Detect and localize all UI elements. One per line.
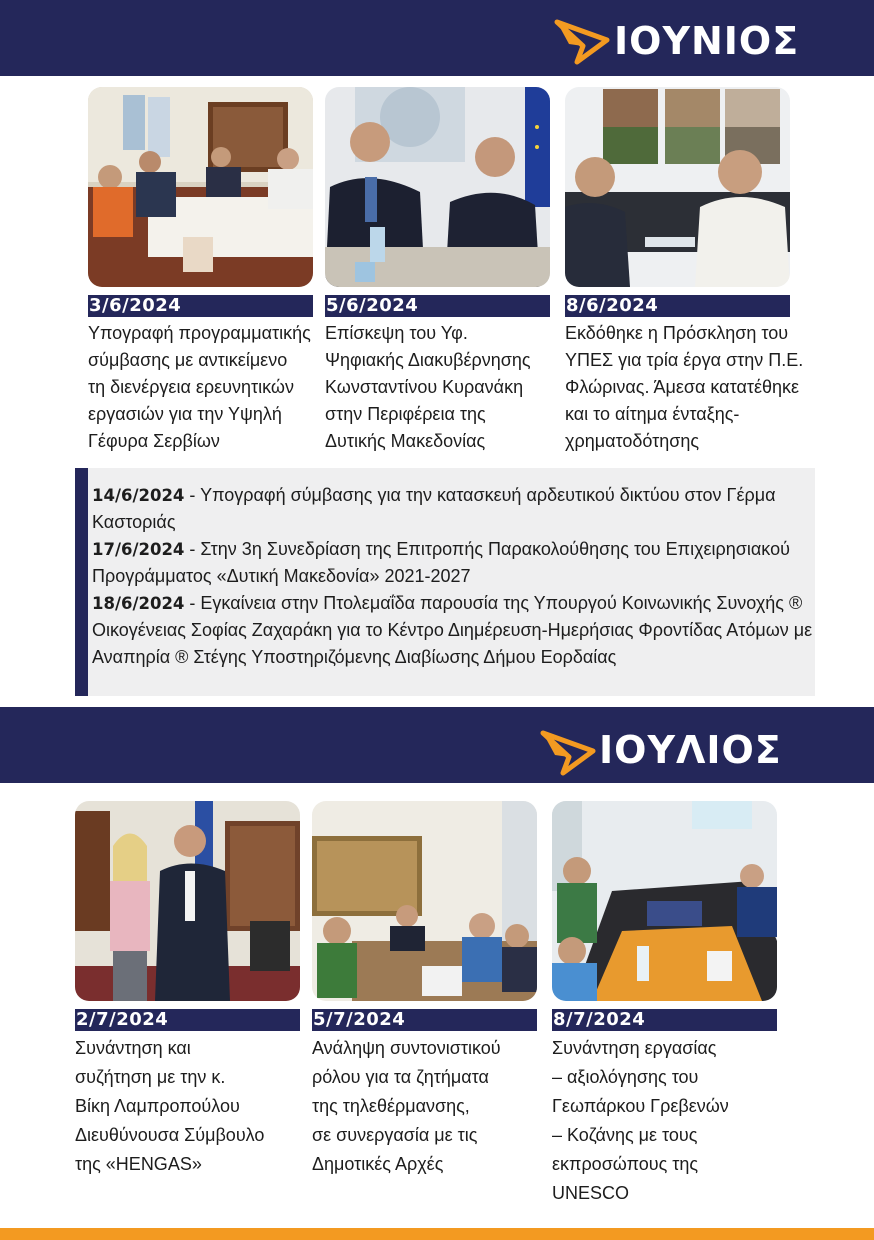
caption-line: Ψηφιακής Διακυβέρνησης xyxy=(325,350,531,370)
news-date: 14/6/2024 xyxy=(92,486,185,505)
news-text: - Εγκαίνεια στην Πτολεμαΐδα παρουσία της Υπουργού Κοινωνικής Συνοχής ® Οικογένειας Σοφίας Ζαχαράκη για το Κέντρο Διημέρευση-Ημερήσιας Φροντίδας Ατόμων με Αναπηρία ® Στέγης Υποστηριζόμενης Διαβίωσης Δήμου Εορδαίας xyxy=(92,593,813,667)
july-caption-3 xyxy=(552,1034,782,1208)
caption-line: – Κοζάνης με τους xyxy=(552,1125,698,1145)
caption-line: Συνάντηση εργασίας xyxy=(552,1038,717,1058)
july-header-band xyxy=(0,707,874,783)
july-date-1: 2/7/2024 xyxy=(75,1009,300,1031)
july-date-2: 5/7/2024 xyxy=(312,1009,537,1031)
news-accent-bar xyxy=(75,468,88,696)
june-photo-2 xyxy=(325,87,550,287)
caption-line: σε συνεργασία με τις xyxy=(312,1125,478,1145)
june-header-band xyxy=(0,0,874,76)
caption-line: εκπροσώπους της xyxy=(552,1154,699,1174)
caption-line: ρόλου για τα ζητήματα xyxy=(312,1067,489,1087)
news-text: - Στην 3η Συνεδρίαση της Επιτροπής Παρακολούθησης του Επιχειρησιακού Προγράμματος «Δυτική Μακεδονία» 2021-2027 xyxy=(92,539,790,586)
caption-line: Κωνσταντίνου Κυρανάκη xyxy=(325,377,524,397)
july-caption-1 xyxy=(75,1034,305,1179)
caption-line: και το αίτημα ένταξης- xyxy=(565,404,740,424)
orange-arrow-logo-icon xyxy=(553,18,611,66)
caption-line: Εκδόθηκε η Πρόσκληση του xyxy=(565,323,789,343)
caption-line: Διευθύνουσα Σύμβουλο xyxy=(75,1125,265,1145)
caption-line: στην Περιφέρεια της xyxy=(325,404,486,424)
june-photo-1 xyxy=(88,87,313,287)
caption-line: UNESCO xyxy=(552,1183,630,1203)
news-text: - Υπογραφή σύμβασης για την κατασκευή αρδευτικού δικτύου στον Γέρμα Καστοριάς xyxy=(92,485,776,532)
june-date-1: 3/6/2024 xyxy=(88,295,313,317)
caption-line: συζήτηση με την κ. xyxy=(75,1067,226,1087)
caption-line: της τηλεθέρμανσης, xyxy=(312,1096,470,1116)
june-caption-3 xyxy=(565,320,865,455)
news-date: 18/6/2024 xyxy=(92,594,185,613)
caption-line: Βίκη Λαμπροπούλου xyxy=(75,1096,240,1116)
july-date-3: 8/7/2024 xyxy=(552,1009,777,1031)
orange-arrow-logo-icon xyxy=(539,729,597,777)
june-date-2: 5/6/2024 xyxy=(325,295,550,317)
news-item-1 xyxy=(92,482,815,536)
caption-line: Φλώρινας. Άμεσα κατατέθηκε xyxy=(565,377,800,397)
caption-line: Υπογραφή προγραμματικής xyxy=(88,323,311,343)
july-caption-2 xyxy=(312,1034,544,1179)
june-news-box xyxy=(75,468,815,696)
june-caption-2 xyxy=(325,320,560,455)
news-date: 17/6/2024 xyxy=(92,540,185,559)
caption-line: Ανάληψη συντονιστικού xyxy=(312,1038,501,1058)
june-photo-3 xyxy=(565,87,790,287)
caption-line: Γέφυρα Σερβίων xyxy=(88,431,220,451)
caption-line: Δημοτικές Αρχές xyxy=(312,1154,444,1174)
caption-line: Επίσκεψη του Υφ. xyxy=(325,323,468,343)
caption-line: εργασιών για την Υψηλή xyxy=(88,404,282,424)
june-date-3: 8/6/2024 xyxy=(565,295,790,317)
caption-line: Γεωπάρκου Γρεβενών xyxy=(552,1096,729,1116)
june-title: ΙΟΥΝΙΟΣ xyxy=(614,19,800,63)
july-photo-3 xyxy=(552,801,777,1001)
caption-line: Συνάντηση και xyxy=(75,1038,191,1058)
caption-line: τη διενέργεια ερευνητικών xyxy=(88,377,294,397)
june-caption-1 xyxy=(88,320,320,455)
caption-line: ΥΠΕΣ για τρία έργα στην Π.Ε. xyxy=(565,350,804,370)
caption-line: χρηματοδότησης xyxy=(565,431,700,451)
news-item-2 xyxy=(92,536,815,590)
caption-line: – αξιολόγησης του xyxy=(552,1067,699,1087)
bottom-accent-bar xyxy=(0,1228,874,1240)
caption-line: Δυτικής Μακεδονίας xyxy=(325,431,486,451)
july-photo-2 xyxy=(312,801,537,1001)
july-photo-1 xyxy=(75,801,300,1001)
july-title: ΙΟΥΛΙΟΣ xyxy=(599,728,782,772)
news-item-3 xyxy=(92,590,815,671)
news-list xyxy=(92,482,815,671)
caption-line: της «HENGAS» xyxy=(75,1154,202,1174)
caption-line: σύμβασης με αντικείμενο xyxy=(88,350,288,370)
